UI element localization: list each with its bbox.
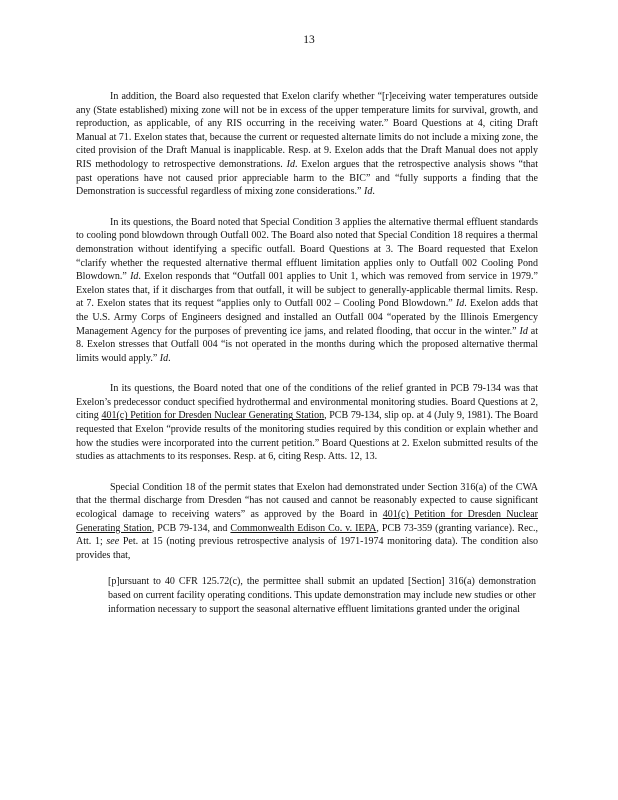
page-number: 13 <box>303 34 315 46</box>
text-run: . <box>168 352 171 364</box>
italic-text: Id <box>286 158 295 170</box>
italic-text: see <box>106 536 120 548</box>
paragraph-monitoring-studies <box>76 382 538 464</box>
text-run: , PCB 79-134, slip op. at 4 (July 9, 1981). The Board requested that Exelon “provide results of the monitoring studies required by this condition or explain whether and how the studies were incorporated into the current petition.” Board Questions at 2. Exelon submitted results of the studies as attachments to its responses. Resp. at 6, citing Resp. Atts. 12, 13. <box>76 410 538 463</box>
italic-text: Id <box>130 271 139 283</box>
italic-text: Id <box>363 186 373 198</box>
paragraph-outfall <box>76 216 538 366</box>
case-citation: 401(c) Petition for Dresden Nuclear Generating Station <box>101 410 325 422</box>
text-run: , PCB 79-134, and <box>151 522 231 534</box>
text-run: . <box>372 186 375 198</box>
paragraph-special-condition-18 <box>76 481 538 563</box>
text-run: . Exelon adds that the U.S. Army Corps of Engineers designed and installed an Outfall 004 “operated by the Illinois Emergency Management Agency for the purposes of preventing ice jams, and related flooding, that occur in the winter.” <box>76 298 538 337</box>
text-run: . Exelon responds that “Outfall 001 applies to Unit 1, which was removed from service in 1979.” Exelon states that, if it discharges from that outfall, it will be subject to generally-applicable thermal limits. Resp. at 7. Exelon states that its request “applies only to Outfall 002 – Cooling Pond Blowdown.” <box>76 271 538 310</box>
text-run: Pet. at 15 (noting previous retrospective analysis of 1971-1974 monitoring data). The condition also provides that, <box>76 536 538 561</box>
text-run: In its questions, the Board noted that Special Condition 3 applies the alternative thermal effluent standards to cooling pond blowdown through Outfall 002. The Board also noted that Special Condition 18 requires a thermal demonstration without identifying a specific outfall. Board Questions at 3. The Board requested that Exelon “clarify whether the requested alternative thermal effluent limitation applies only to Outfall 002 Cooling Pond Blowdown.” <box>76 216 538 283</box>
block-quote: [p]ursuant to 40 CFR 125.72(c), the permittee shall submit an updated [Section] 316(a) demonstration based on current facility operating conditions. This update demonstration may include new studies or other information necessary to support the seasonal alternative effluent limitations granted under the original <box>108 576 536 615</box>
italic-text: Id <box>455 298 465 310</box>
text-run: at 8. Exelon stresses that Outfall 004 “is not operated in the months during which the proposed alternative thermal limits would apply.” <box>76 325 538 364</box>
italic-text: Id <box>519 325 528 337</box>
document-body <box>76 90 538 616</box>
paragraph-mixing-zone <box>76 90 538 199</box>
text-run: . Exelon argues that the retrospective analysis shows “that past operations have not caused prior appreciable harm to the BIC” and “fully supports a finding that the Demonstration is successful regardless of mixing zone considerations.” <box>76 158 538 198</box>
case-citation: 401(c) Petition for Dresden Nuclear Generating Station <box>76 509 539 534</box>
case-citation: Commonwealth Edison Co. v. IEPA <box>230 522 377 534</box>
text-run: Special Condition 18 of the permit states that Exelon had demonstrated under Section 316(a) of the CWA that the thermal discharge from Dresden “has not caused and cannot be reasonably expected to cause significant ecological damage to receiving waters” as approved by the Board in <box>76 481 538 521</box>
text-run: In addition, the Board also requested that Exelon clarify whether “[r]eceiving water temperatures outside any (State established) mixing zone will not be in excess of the upper temperature limits for survival, growth, and reproduction, as applicable, of any RIS occurring in the receiving water.” Board Questions at 4, citing Draft Manual at 71. Exelon states that, because the current or requested alternate limits do not include a mixing zone, the cited provision of the Draft Manual is inapplicable. Resp. at 9. Exelon adds that the Draft Manual does not apply RIS methodology to retrospective demonstrations. <box>76 91 538 170</box>
text-run: In its questions, the Board noted that one of the conditions of the relief granted in PCB 79-134 was that Exelon’s predecessor conduct specified hydrothermal and environmental monitoring studies. Board Questions at 2, citing <box>76 383 538 422</box>
italic-text: Id <box>159 352 169 364</box>
text-run: , PCB 73-359 (granting variance). Rec., Att. 1; <box>76 522 538 548</box>
